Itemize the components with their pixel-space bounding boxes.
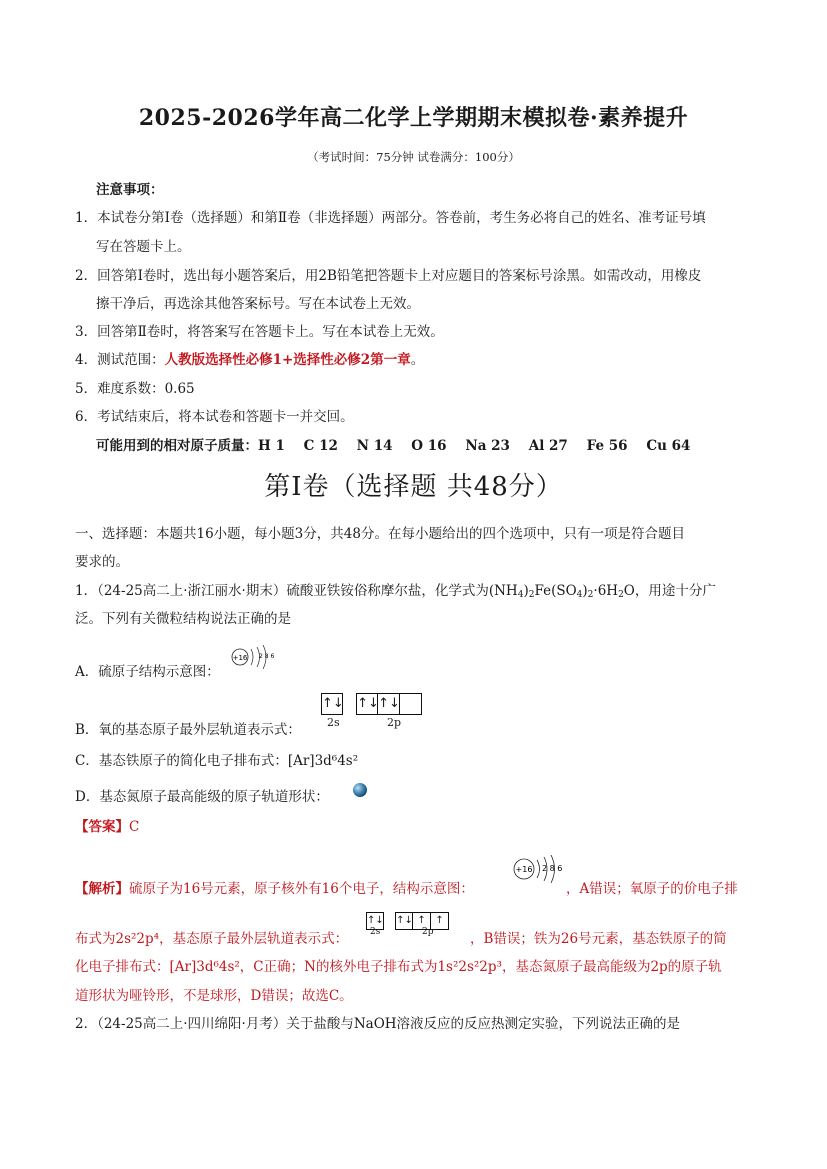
q1-formula: $(NH_4)_2Fe(SO_4)_2\cdot 6H_2O$ [488, 583, 635, 600]
q2-stem: 2．（24-25高二上·四川绵阳·月考）关于盐酸与NaOH溶液反应的反应热测定实验，下列说法正确的是 [75, 1016, 681, 1032]
notice-item-1b: 写在答题卡上。 [96, 239, 191, 255]
q1-explanation-1 [75, 879, 474, 899]
notice-heading: 注意事项： [96, 182, 164, 198]
orbital-box: ↑↓ [321, 693, 343, 715]
q1-answer [75, 817, 139, 837]
section-title: 第Ⅰ卷（选择题 共48分） [264, 472, 563, 502]
answer-label: 【答案】 [75, 819, 129, 835]
sulfur-atom-diagram-explanation [512, 855, 572, 895]
q1-stem-suffix: ，用途十分广 [634, 583, 716, 599]
sphere-orbital-icon [352, 782, 368, 798]
notice-item-1a: 1．本试卷分第Ⅰ卷（选择题）和第Ⅱ卷（非选择题）两部分。答卷前，考生务必将自己的姓名、准考证号填 [75, 210, 706, 226]
q1-option-a: A．硫原子结构示意图： [75, 664, 220, 680]
q1-option-c: C．基态铁原子的简化电子排布式：[Ar]3d⁶4s² [75, 753, 359, 769]
q1-option-d: D．基态氮原子最高能级的原子轨道形状： [75, 789, 329, 805]
atomic-mass-line [96, 436, 690, 456]
exam-info: （考试时间：75分钟 试卷满分：100分） [307, 150, 520, 164]
label-2s: 2s [327, 716, 340, 729]
atomic-mass-values: H 1 C 12 N 14 O 16 Na 23 Al 27 Fe 56 Cu 64 [258, 438, 691, 454]
q1-stem-a [75, 581, 716, 605]
q1-explanation-4: 道形状为哑铃形，不是球形，D错误；故选C。 [75, 988, 353, 1004]
oxygen-orbital-diagram-b [321, 692, 422, 729]
nucleus-label: +16 [232, 654, 248, 662]
q1-stem-b: 泛。下列有关微粒结构说法正确的是 [75, 611, 291, 627]
part1-intro-a: 一、选择题：本题共16小题，每小题3分，共48分。在每小题给出的四个选项中，只有一项是符合题目 [75, 526, 685, 542]
label-2s: 2s [370, 927, 381, 937]
orbital-box [400, 693, 422, 715]
notice-item-4-prefix: 4．测试范围： [75, 352, 165, 368]
notice-item-4-suffix: 。 [410, 352, 425, 368]
shell-electrons-a: 2 8 6 [259, 653, 275, 660]
notice-item-3: 3．回答第Ⅱ卷时，将答案写在答题卡上。写在本试卷上无效。 [75, 324, 444, 340]
q1-explanation-1b: ，A错误；氧原子的价电子排 [566, 881, 738, 897]
sulfur-atom-diagram-a [230, 645, 280, 679]
orbital-box: ↑↓ [356, 693, 378, 715]
oxygen-orbital-diagram-explanation [366, 908, 449, 937]
notice-item-4 [75, 350, 424, 370]
page-title: 2025-2026学年高二化学上学期期末模拟卷·素养提升 [138, 105, 689, 131]
nucleus-label: +16 [515, 865, 533, 874]
explanation-text-1: 硫原子为16号元素，原子核外有16个电子，结构示意图： [129, 881, 474, 897]
orbital-box: ↑↓ [378, 693, 400, 715]
orbital-box: ↑↓ [395, 912, 413, 930]
answer-value: C [129, 819, 140, 835]
q1-explanation-3: 化电子排布式：[Ar]3d⁶4s²，C正确；N的核外电子排布式为1s²2s²2p³，基态氮原子最高能级为2p的原子轨 [75, 959, 722, 975]
q1-explanation-2a: 布式为2s²2p⁴，基态原子最外层轨道表示式： [75, 931, 349, 947]
notice-item-2b: 擦干净后，再选涂其他答案标号。写在本试卷上无效。 [96, 296, 420, 312]
explanation-label: 【解析】 [75, 881, 129, 897]
label-2p: 2p [422, 927, 434, 937]
part1-intro-b: 要求的。 [75, 554, 129, 570]
atomic-mass-label: 可能用到的相对原子质量： [96, 438, 258, 454]
notice-item-5: 5．难度系数：0.65 [75, 381, 195, 397]
shell-electrons: 2 8 6 [542, 864, 563, 873]
orbital-2p [356, 693, 422, 715]
notice-item-6: 6．考试结束后，将本试卷和答题卡一并交回。 [75, 409, 354, 425]
orbital-box: ↑ [431, 912, 449, 930]
orbital-box: ↑↓ [366, 912, 384, 930]
label-2p: 2p [387, 716, 402, 729]
test-scope: 人教版选择性必修1+选择性必修2第一章 [164, 352, 411, 368]
notice-item-2a: 2．回答第Ⅰ卷时，选出每小题答案后，用2B铅笔把答题卡上对应题目的答案标号涂黑。如需改动，用橡皮 [75, 268, 702, 284]
q1-option-b: B．氧的基态原子最外层轨道表示式： [75, 722, 301, 738]
q1-stem-prefix: 1．（24-25高二上·浙江丽水·期末）硫酸亚铁铵俗称摩尔盐，化学式为 [75, 583, 489, 599]
q1-explanation-2b: ，B错误；铁为26号元素，基态铁原子的简 [470, 931, 727, 947]
orbital-box: ↑ [413, 912, 431, 930]
orbital-2s [321, 693, 343, 715]
